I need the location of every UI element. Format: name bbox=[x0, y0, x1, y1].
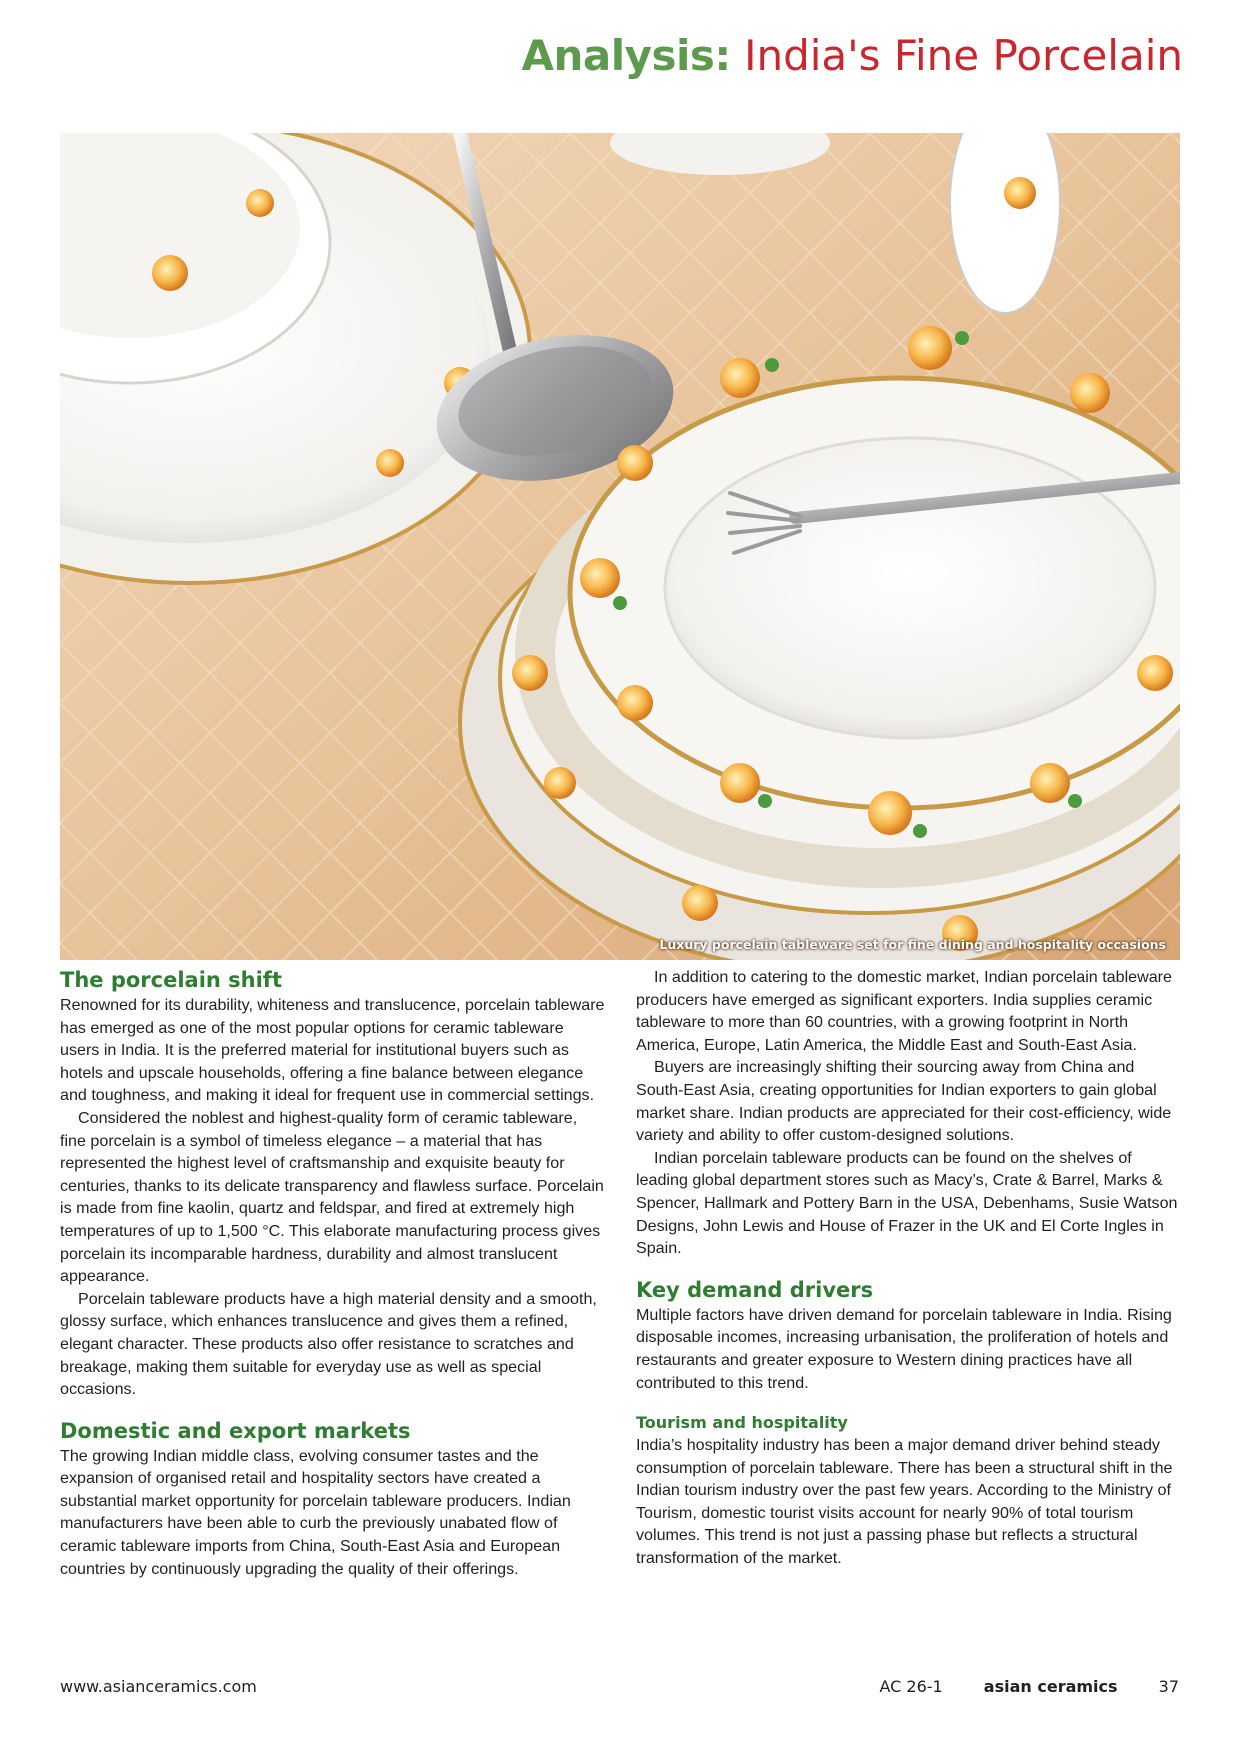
body-paragraph: Renowned for its durability, whiteness and translucence, porcelain tableware has emerged as one of the most popular options for ceramic tableware users in India. It is the preferred material for institutional buyers such as hotels and upscale households, offering a fine balance between elegance and toughness, and making it ideal for frequent use in commercial settings. bbox=[60, 996, 605, 1105]
page-header bbox=[521, 28, 1183, 84]
page-title: India's Fine Porcelain bbox=[744, 31, 1183, 80]
section-kicker: Analysis: bbox=[521, 31, 731, 80]
page-number: 37 bbox=[1158, 1677, 1179, 1696]
magazine-name: asian ceramics bbox=[983, 1677, 1118, 1696]
body-paragraph: Buyers are increasingly shifting their sourcing away from China and South-East Asia, creating opportunities for Indian exporters to gain global market share. Indian products are appreciated for their cost-efficiency, wide variety and ability to offer custom-designed solutions. bbox=[636, 1058, 1172, 1145]
body-paragraph: In addition to catering to the domestic market, Indian porcelain tableware producers have emerged as significant exporters. India supplies ceramic tableware to more than 60 countries, with a growing footprint in North America, Europe, Latin America, the Middle East and South-East Asia. bbox=[636, 968, 1172, 1054]
body-paragraph: Indian porcelain tableware products can be found on the shelves of leading global department stores such as Macy’s, Crate & Barrel, Marks & Spencer, Hallmark and Pottery Barn in the USA, Debenhams, Susie Watson Designs, John Lewis and House of Frazer in the UK and El Corte Ingles in Spain. bbox=[636, 1148, 1178, 1258]
body-paragraph: The growing Indian middle class, evolving consumer tastes and the expansion of organised retail and hospitality sectors have created a substantial market opportunity for porcelain tableware producers. Indian manufacturers have been able to curb the previously unabated flow of ceramic tableware imports from China, South-East Asia and European countries by continuously upgrading the quality of their offerings. bbox=[60, 1446, 571, 1578]
section-heading-key-demand-drivers: Key demand drivers bbox=[636, 1277, 874, 1302]
website-url: www.asianceramics.com bbox=[60, 1677, 257, 1696]
body-paragraph: Considered the noblest and highest-quality form of ceramic tableware, fine porcelain is a symbol of timeless elegance – a material that has represented the highest level of craftsmanship and exquisite beauty for centuries, thanks to its delicate transparency and flawless surface. Porcelain is made from fine kaolin, quartz and feldspar, and fired at extremely high temperatures of up to 1,500 °C. This elaborate manufacturing process gives porcelain its incomparable hardness, durability and almost translucent appearance. bbox=[60, 1108, 604, 1286]
body-paragraph: Porcelain tableware products have a high material density and a smooth, glossy surface, which enhances translucence and gives them a refined, elegant character. These products also offer resistance to scratches and breakage, making them suitable for everyday use as well as special occasions. bbox=[60, 1289, 597, 1399]
issue-label: AC 26-1 bbox=[879, 1677, 943, 1696]
left-column bbox=[60, 966, 606, 1580]
footer-right bbox=[879, 1676, 1179, 1698]
section-heading-porcelain-shift: The porcelain shift bbox=[60, 968, 282, 992]
section-heading-domestic-export: Domestic and export markets bbox=[60, 1418, 411, 1443]
subsection-heading-tourism: Tourism and hospitality bbox=[636, 1413, 848, 1433]
photo-caption: Luxury porcelain tableware set for fine dining and hospitality occasions bbox=[659, 937, 1166, 952]
body-paragraph: Multiple factors have driven demand for porcelain tableware in India. Rising disposable incomes, increasing urbanisation, the proliferation of hotels and restaurants and greater exposure to Western dining practices have all contributed to this trend. bbox=[636, 1305, 1172, 1392]
body-paragraph: India’s hospitality industry has been a major demand driver behind steady consumption of porcelain tableware. There has been a structural shift in the Indian tourism industry over the past few years. According to the Ministry of Tourism, domestic tourist visits account for nearly 90% of total tourism volumes. This trend is not just a passing phase but reflects a structural transformation of the market. bbox=[636, 1436, 1173, 1568]
right-column bbox=[636, 966, 1182, 1570]
porcelain-tableware-illustration bbox=[60, 133, 1180, 960]
hero-photo bbox=[60, 133, 1180, 960]
